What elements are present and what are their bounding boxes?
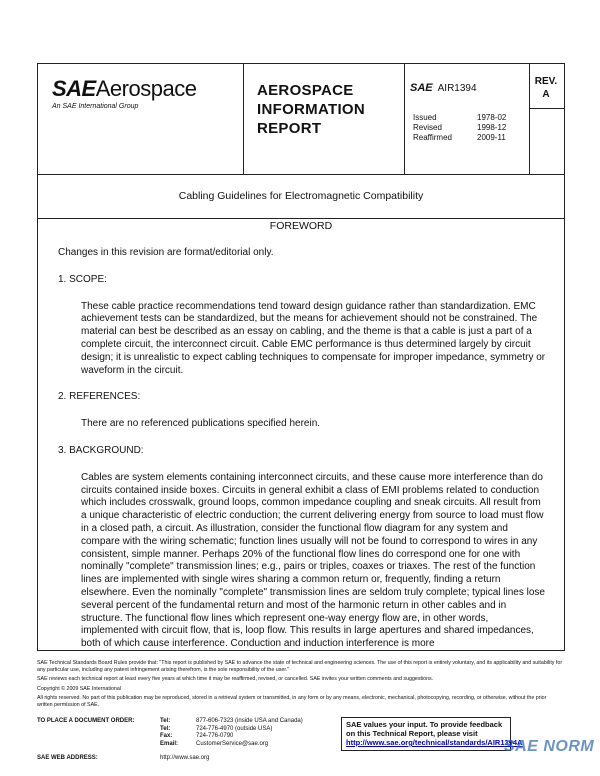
footer-rights: All rights reserved. No part of this publication may be reproduced, stored in a retrieval system or transmitted, in any form or by any means, electronic, mechanical, photocopying, recording, or otherwise, without the prior written permission of SAE. (37, 695, 547, 708)
contact-value: CustomerService@sae.org (196, 740, 269, 747)
revision-divider (529, 108, 564, 109)
section-text-references: There are no referenced publications specified herein. (81, 418, 321, 430)
footer-rules: SAE Technical Standards Board Rules provide that: "This report is published by SAE to advance the state of technical and engineering sciences. The use of this report is entirely voluntary, and its applicability and suitability for any particular use, including any patent infringement arising therefrom, is the sole responsibility of the user." (37, 660, 563, 673)
document-title-row (38, 174, 564, 219)
foreword-heading: FOREWORD (269, 220, 333, 232)
report-type-title (257, 81, 365, 138)
web-address (37, 755, 209, 763)
footer-copyright: Copyright © 2009 SAE International (37, 685, 121, 692)
section-text-scope: These cable practice recommendations tend toward design guidance rather than standardization. EMC achievement tests can be standardized, but the means for achievement should not be constrained. The material can best be described as an essay on cabling, and the theme is that a cable is just a part of a complete circuit, the interconnect circuit. Cable EMC performance is thus determined largely by circuit design; it is unrealistic to expect cabling techniques to compensate for improper impedance, symmetry or waveform in the circuit. (81, 300, 546, 376)
order-label: TO PLACE A DOCUMENT ORDER: (37, 718, 135, 724)
sae-brand-mark: SAE (410, 82, 433, 94)
footer-review: SAE reviews each technical report at least every five years at which time it may be reaffirmed, revised, or cancelled. SAE invites your written comments and suggestions. (37, 676, 434, 683)
web-address-label: SAE WEB ADDRESS: (37, 755, 98, 761)
contact-label: Tel: (160, 718, 171, 724)
logo-subtitle: An SAE International Group (52, 103, 139, 110)
document-frame (37, 63, 565, 651)
document-header (38, 64, 564, 175)
report-title-line-1: AEROSPACE (257, 82, 354, 99)
revision-box (529, 75, 563, 101)
section-text-background: Cables are system elements containing interconnect circuits, and these cause more interference than do circuits contained inside boxes. Circuits in general exhibit a class of EMI problems related to conduction which includes crosswalk, ground loops, common impedance coupling and sneak circuits. All result from a unique characteristic of electric conduction; the current delivering energy from source to load must flow in a closed path, a circuit. As illustration, consider the functional flow diagram for any system and compare with the wiring schematic; function lines usually will not be found to correspond to wires in any consistent, simple manner. Perhaps 20% of the functional flow lines do correspond one for one with nominally "complete" transmission lines; e.g., pairs or triples, coaxes or triaxes. The rest of the function lines are implemented with single wires sharing a common return or, frequently, finding a return elsewhere. Even the nominally "complete" transmission lines are seldom truly complete; typical lines lose several percent of the fundamental return and most of the harmonic return in other cables and in structure. The functional flow lines which represent one-way energy flow are, in other words, implemented with circuit flow, that is, loop flow. This results in large apertures and shared impedances, both of which cause interference. Conduction and induction interference is more (81, 471, 545, 650)
contact-value: 724-776-4970 (outside USA) (196, 725, 273, 732)
logo-bold: SAE (52, 76, 96, 101)
contact-value: 877-606-7323 (inside USA and Canada) (196, 718, 303, 724)
contact-label: Email: (160, 740, 179, 747)
date-label: Revised (413, 123, 442, 132)
order-contacts (37, 718, 338, 748)
feedback-link[interactable]: http://www.sae.org/technical/standards/AIR1394A (346, 738, 523, 747)
logo-text: Aerospace (95, 76, 197, 101)
document-dates (413, 113, 506, 143)
feedback-box (341, 717, 523, 751)
contact-value: 724-776-0790 (196, 733, 234, 739)
foreword-text: Changes in this revision are format/editorial only. (58, 247, 274, 258)
revision-value: A (542, 89, 550, 100)
header-divider (243, 64, 244, 174)
document-title: Cabling Guidelines for Electromagnetic Compatibility (178, 190, 424, 202)
report-title-line-3: REPORT (257, 120, 322, 137)
feedback-line-1: SAE values your input. To provide feedback (346, 720, 503, 729)
date-value: 2009-11 (477, 133, 506, 142)
date-label: Reaffirmed (413, 133, 452, 142)
report-title-line-2: INFORMATION (257, 101, 366, 118)
contact-label: Fax: (160, 733, 173, 739)
date-value: 1998-12 (477, 123, 507, 132)
contact-label: Tel: (160, 725, 171, 732)
sae-aerospace-logo (52, 76, 196, 110)
document-number-value: AIR1394 (437, 83, 477, 94)
footer-notices (37, 660, 563, 712)
web-address-link[interactable]: http://www.sae.org (160, 755, 210, 761)
date-label: Issued (413, 113, 437, 122)
sae-norm-watermark: SAE NORM (504, 738, 595, 755)
date-value: 1978-02 (477, 113, 507, 122)
section-heading-references: 2. REFERENCES: (58, 391, 141, 403)
feedback-line-2: on this Technical Report, please visit (346, 729, 478, 738)
section-heading-scope: 1. SCOPE: (58, 273, 107, 285)
section-heading-background: 3. BACKGROUND: (58, 444, 144, 456)
revision-label: REV. (534, 76, 558, 87)
header-divider (404, 64, 405, 174)
document-body (58, 247, 548, 651)
document-number (410, 82, 477, 94)
